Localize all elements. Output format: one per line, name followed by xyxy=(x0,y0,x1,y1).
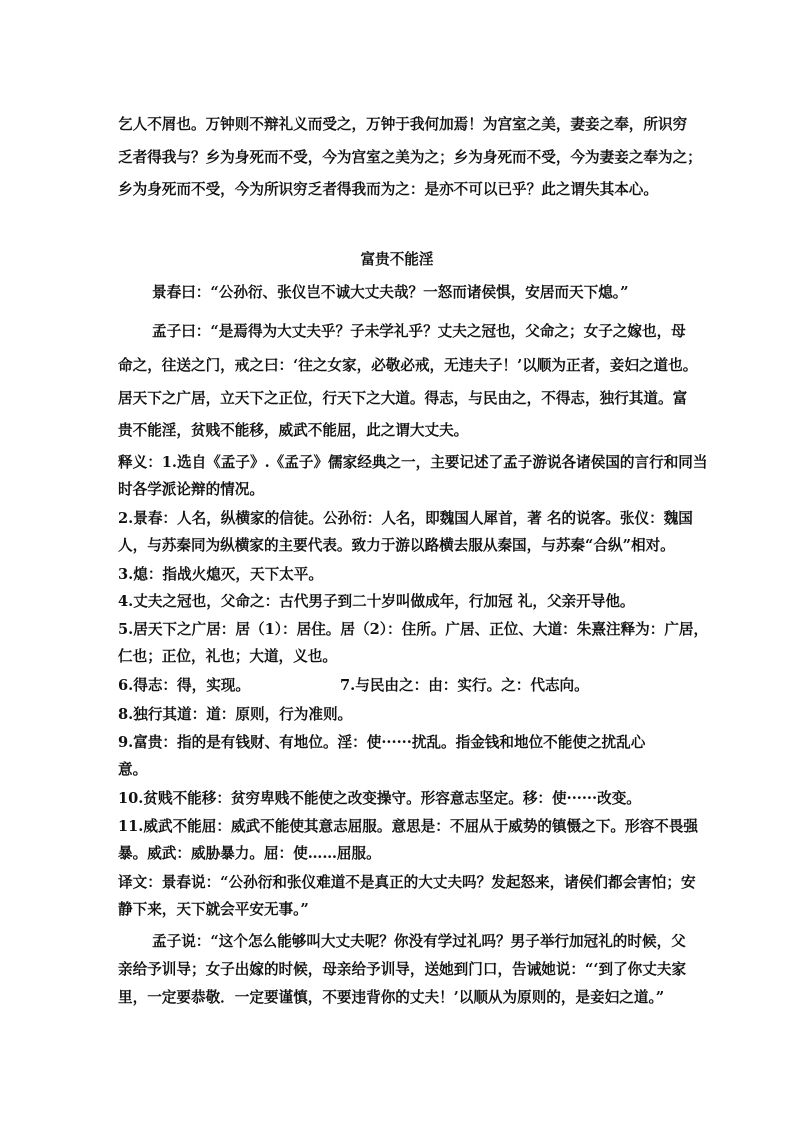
translation-line: 亲给予训导；女子出嫁的时候，母亲给予训导，送她到门口，告诫她说：“‘到了你丈夫家 xyxy=(118,961,687,978)
translation-line: 静下来，天下就会平安无事。” xyxy=(118,901,309,918)
note-6: 6.得志：得，实现。 xyxy=(118,677,250,694)
translation-line: 译文：景春说：“公孙衍和张仪难道不是真正的大丈夫吗？发起怒来，诸侯们都会害怕；安 xyxy=(118,874,696,891)
note-line: 11.威武不能屈：威武不能使其意志屈服。意思是：不屈从于威势的镇慑之下。形容不畏强 xyxy=(118,818,698,835)
note-line: 2.景春：人名，纵横家的信徒。公孙衍：人名，即魏国人犀首，著 名的说客。张仪：魏国 xyxy=(118,510,693,527)
note-line: 5.居天下之广居：居（1）：居住。居（2）：住所。广居、正位、大道：朱熹注释为：广居， xyxy=(118,621,709,638)
intro-line: 乏者得我与？乡为身死而不受，今为宫室之美为之；乡为身死而不受，今为妻妾之奉为之； xyxy=(118,149,702,166)
note-line: 暴。威武：威胁暴力。屈：使……屈服。 xyxy=(118,845,381,862)
note-line xyxy=(118,676,589,696)
note-line: 意。 xyxy=(118,761,148,778)
note-line: 9.富贵：指的是有钱财、有地位。淫：使······扰乱。指金钱和地位不能使之扰乱心 xyxy=(118,734,646,751)
note-line: 10.贫贱不能移：贫穷卑贱不能使之改变操守。形容意志坚定。移：使······改变。 xyxy=(118,790,641,807)
text-paragraph: 孟子曰：“是焉得为大丈夫乎？子未学礼乎？丈夫之冠也，父命之；女子之嫁也，母 xyxy=(152,323,686,340)
note-7: 7.与民由之：由：实行。之：代志向。 xyxy=(340,677,589,694)
note-line: 人，与苏秦同为纵横家的主要代表。致力于游以路横去服从秦国，与苏秦“合纵”相对。 xyxy=(118,537,675,554)
translation-paragraph: 孟子说：“这个怎么能够叫大丈夫呢？你没有学过礼吗？男子举行加冠礼的时候，父 xyxy=(152,933,686,950)
intro-line: 乡为身死而不受，今为所识穷乏者得我而为之：是亦不可以已乎？此之谓失其本心。 xyxy=(118,181,658,198)
note-line: 3.熄：指战火熄灭，天下太平。 xyxy=(118,566,323,583)
note-line: 仁也；正位，礼也；大道，义也。 xyxy=(118,648,337,665)
note-line: 时各学派论辩的情况。 xyxy=(118,481,264,498)
section-title: 富贵不能淫 xyxy=(360,251,434,268)
text-line: 命之，往送之门，戒之曰：‘往之女家，必敬必戒，无违夫子！’以顺为正者，妾妇之道也。 xyxy=(118,357,698,374)
note-line: 释义：1.选自《孟子》.《孟子》儒家经典之一，主要记述了孟子游说各诸侯国的言行和同当 xyxy=(118,454,708,471)
text-line: 居天下之广居，立天下之正位，行天下之大道。得志，与民由之，不得志，独行其道。富 xyxy=(118,390,688,407)
translation-line: 里，一定要恭敬．一定要谨慎，不要违背你的丈夫！’以顺从为原则的，是妾妇之道。” xyxy=(118,989,665,1006)
note-line: 4.丈夫之冠也，父命之：古代男子到二十岁叫做成年，行加冠 礼，父亲开导他。 xyxy=(118,593,635,610)
intro-line: 乞人不屑也。万钟则不辩礼义而受之，万钟于我何加焉！为宫室之美，妻妾之奉，所识穷 xyxy=(118,116,688,133)
note-line: 8.独行其道：道：原则，行为准则。 xyxy=(118,706,353,723)
text-line: 贵不能淫，贫贱不能移，威武不能屈，此之谓大丈夫。 xyxy=(118,422,469,439)
text-paragraph: 景春曰：“公孙衍、张仪岂不诚大丈夫哉？一怒而诸侯惧，安居而天下熄。” xyxy=(152,284,629,301)
